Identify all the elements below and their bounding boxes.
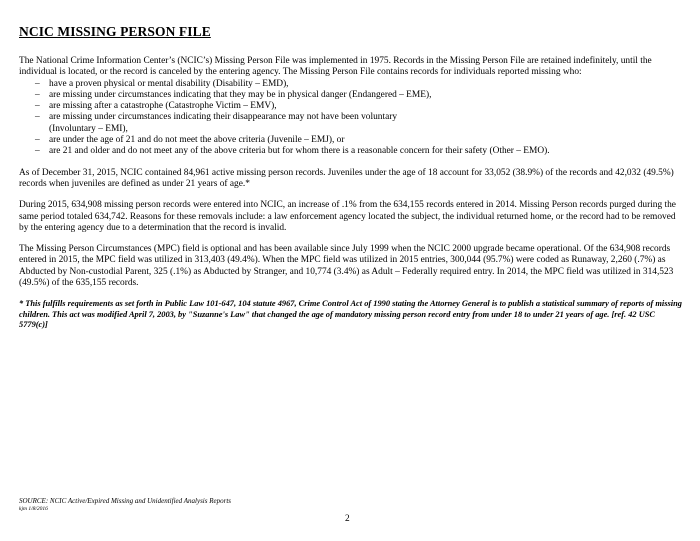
list-dash: – xyxy=(35,78,40,89)
list-item-text: have a proven physical or mental disability (Disability – EMD), xyxy=(49,78,289,89)
author-initials: kjm 1/8/2016 xyxy=(19,506,48,512)
footnote: * This fulfills requirements as set forth in Public Law 101-647, 104 statute 4967, Crime Control Act of 1990 stating the Attorney General is to publish a statistical summary of reports of missing children. This act was modified April 7, 2003, by "Suzanne's Law" that changed the age of mandatory missing person record entry from under 18 to under 21 years of age. [ref. 42 USC 5779(c)] xyxy=(19,299,682,329)
list-item xyxy=(35,135,683,146)
list-item-text: are under the age of 21 and do not meet the above criteria (Juvenile – EMJ), or xyxy=(49,135,345,146)
list-item-text: are missing after a catastrophe (Catastrophe Victim – EMV), xyxy=(49,101,277,112)
active-records-paragraph: As of December 31, 2015, NCIC contained 84,961 active missing person records. Juveniles under the age of 18 account for 33,052 (38.9%) of the records and 42,032 (49.5%) records when juveniles are defined as under 21 years of age.* xyxy=(19,167,674,189)
page-number: 2 xyxy=(345,514,350,524)
list-dash: – xyxy=(35,146,40,157)
document-page xyxy=(19,24,683,330)
page-title: NCIC MISSING PERSON FILE xyxy=(19,24,211,39)
criteria-list xyxy=(19,79,683,158)
list-item xyxy=(35,90,683,101)
list-item-text: are missing under circumstances indicating their disappearance may not have been voluntary xyxy=(49,112,398,123)
entries-paragraph: During 2015, 634,908 missing person records were entered into NCIC, an increase of .1% from the 634,155 records entered in 2014. Missing Person records purged during the same period totaled 634,742. Reasons for these removals include: a law enforcement agency located the subject, the individual returned home, or the record had to be removed by the entering agency due to a determination that the record is invalid. xyxy=(19,200,676,233)
list-item xyxy=(35,146,683,157)
source-note: SOURCE: NCIC Active/Expired Missing and Unidentified Analysis Reports xyxy=(19,497,231,505)
intro-paragraph: The National Crime Information Center’s (NCIC’s) Missing Person File was implemented in 1975. Records in the Missing Person File are retained indefinitely, until the individual is located, or the record is canceled by the entering agency. The Missing Person File contains records for individuals reported missing who: xyxy=(19,56,652,78)
list-item xyxy=(35,112,683,135)
list-item xyxy=(35,79,683,90)
list-dash: – xyxy=(35,101,40,112)
list-dash: – xyxy=(35,135,40,146)
list-dash: – xyxy=(35,112,40,123)
list-item-text: are 21 and older and do not meet any of the above criteria but for whom there is a reasonable concern for their safety (Other – EMO). xyxy=(49,146,550,157)
list-dash: – xyxy=(35,89,40,100)
list-item-text: are missing under circumstances indicating that they may be in physical danger (Endangered – EME), xyxy=(49,89,432,100)
list-item-continuation: (Involuntary – EMI), xyxy=(49,123,128,134)
mpc-paragraph: The Missing Person Circumstances (MPC) field is optional and has been available since July 1999 when the NCIC 2000 upgrade became operational. Of the 634,908 records entered in 2015, the MPC field was utilized in 313,403 (49.4%). When the MPC field was utilized in 2015 entries, 300,044 (95.7%) were coded as Runaway, 2,260 (.7%) as Abducted by Non-custodial Parent, 325 (.1%) as Abducted by Stranger, and 10,774 (3.4%) as Adult – Federally required entry. In 2014, the MPC field was utilized in 314,523 (49.5%) of the 635,155 records. xyxy=(19,244,674,289)
list-item xyxy=(35,101,683,112)
